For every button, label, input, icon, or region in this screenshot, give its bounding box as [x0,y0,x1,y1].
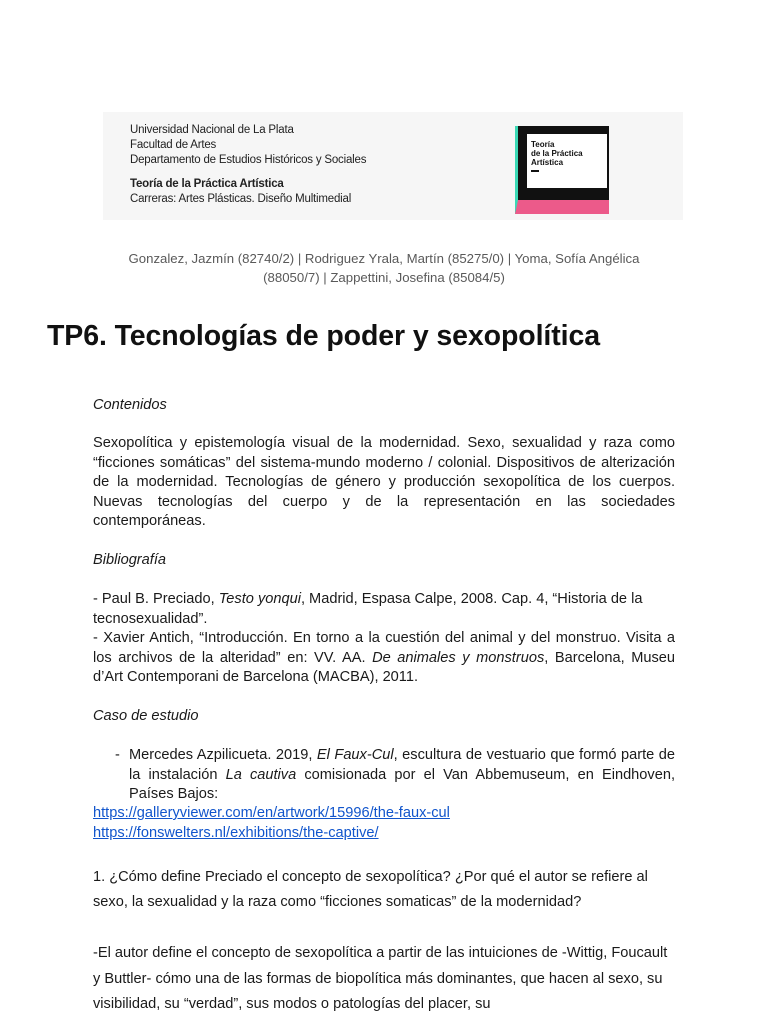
logo-line-3: Artística [531,158,564,167]
bib1-author: - Paul B. Preciado, [93,591,219,607]
links-block [93,804,675,843]
authors-list [60,249,708,287]
course-title: Teoría de la Práctica Artística [130,178,284,190]
answer-1: -El autor define el concepto de sexopolítica a partir de las intuiciones de -Wittig, Foucault y Buttler- cómo una de las formas de biopolítica más dominantes, que hacen al sexo, su visibilidad, su “verdad”, sus modos o patologías del placer, su [93,945,668,1012]
caso-heading: Caso de estudio [93,708,199,724]
bibliography-item-1 [93,590,675,629]
course-logo [515,126,609,214]
authors-line-1: Gonzalez, Jazmín (82740/2) | Rodriguez Yrala, Martín (85275/0) | Yoma, Sofía Angélica [128,251,640,266]
bibliografia-heading: Bibliografía [93,552,167,568]
caso-desc: , escultura de vestuario que formó parte de la instalación [129,747,675,783]
caso-bullet [115,746,675,805]
university-name: Universidad Nacional de La Plata [130,124,294,136]
bib1-title: Testo yonqui [218,591,301,607]
bib2-rest: , Barcelona, Museu d’Art Contemporani de Barcelona (MACBA), 2011. [93,649,675,685]
bib2-title: De animales y monstruos [372,649,545,666]
bib2-author: - Xavier Antich, “Introducción. En torno a la cuestión del animal y del monstruo. Visita a los archivos de la alteridad” en: VV. AA. [93,630,675,666]
header-banner [103,112,683,220]
caso-installation: La cautiva [225,766,297,783]
institution-block [130,123,366,207]
bullet-dash: - [115,747,120,763]
link-fonswelters[interactable]: https://fonswelters.nl/exhibitions/the-captive/ [93,824,379,841]
caso-work: El Faux-Cul [316,747,394,763]
careers-line: Carreras: Artes Plásticas. Diseño Multimedial [130,193,352,205]
logo-line-1: Teoría [531,140,555,149]
bibliography-item-2 [93,629,675,688]
authors-line-2: (88050/7) | Zappettini, Josefina (85084/5) [263,270,505,285]
bib1-rest: , Madrid, Espasa Calpe, 2008. Cap. 4, “Historia de la tecnosexualidad”. [93,591,643,627]
department-name: Departamento de Estudios Históricos y Sociales [130,154,367,166]
contenidos-heading: Contenidos [93,397,167,413]
caso-artist: Mercedes Azpilicueta. 2019, [129,747,317,763]
faculty-name: Facultad de Artes [130,139,217,151]
contenidos-text: Sexopolítica y epistemología visual de la modernidad. Sexo, sexualidad y raza como “ficciones somáticas” del sistema-mundo moderno / colonial. Dispositivos de alterización de la modernidad. Tecnologías de género y producción sexopolítica de los cuerpos. Nuevas tecnologías del cuerpo y de la representación en las sociedades contemporáneas. [93,435,675,529]
document-title: TP6. Tecnologías de poder y sexopolítica [47,320,600,352]
caso-text [129,746,675,805]
link-galleryviewer[interactable]: https://galleryviewer.com/en/artwork/15996/the-faux-cul [93,805,450,821]
caso-place: comisionada por el Van Abbemuseum, en Eindhoven, Países Bajos: [129,766,675,802]
question-1: 1. ¿Cómo define Preciado el concepto de sexopolítica? ¿Por qué el autor se refiere al sexo, la sexualidad y la raza como “ficciones somaticas” de la modernidad? [93,869,648,910]
logo-line-2: de la Práctica [531,149,583,158]
